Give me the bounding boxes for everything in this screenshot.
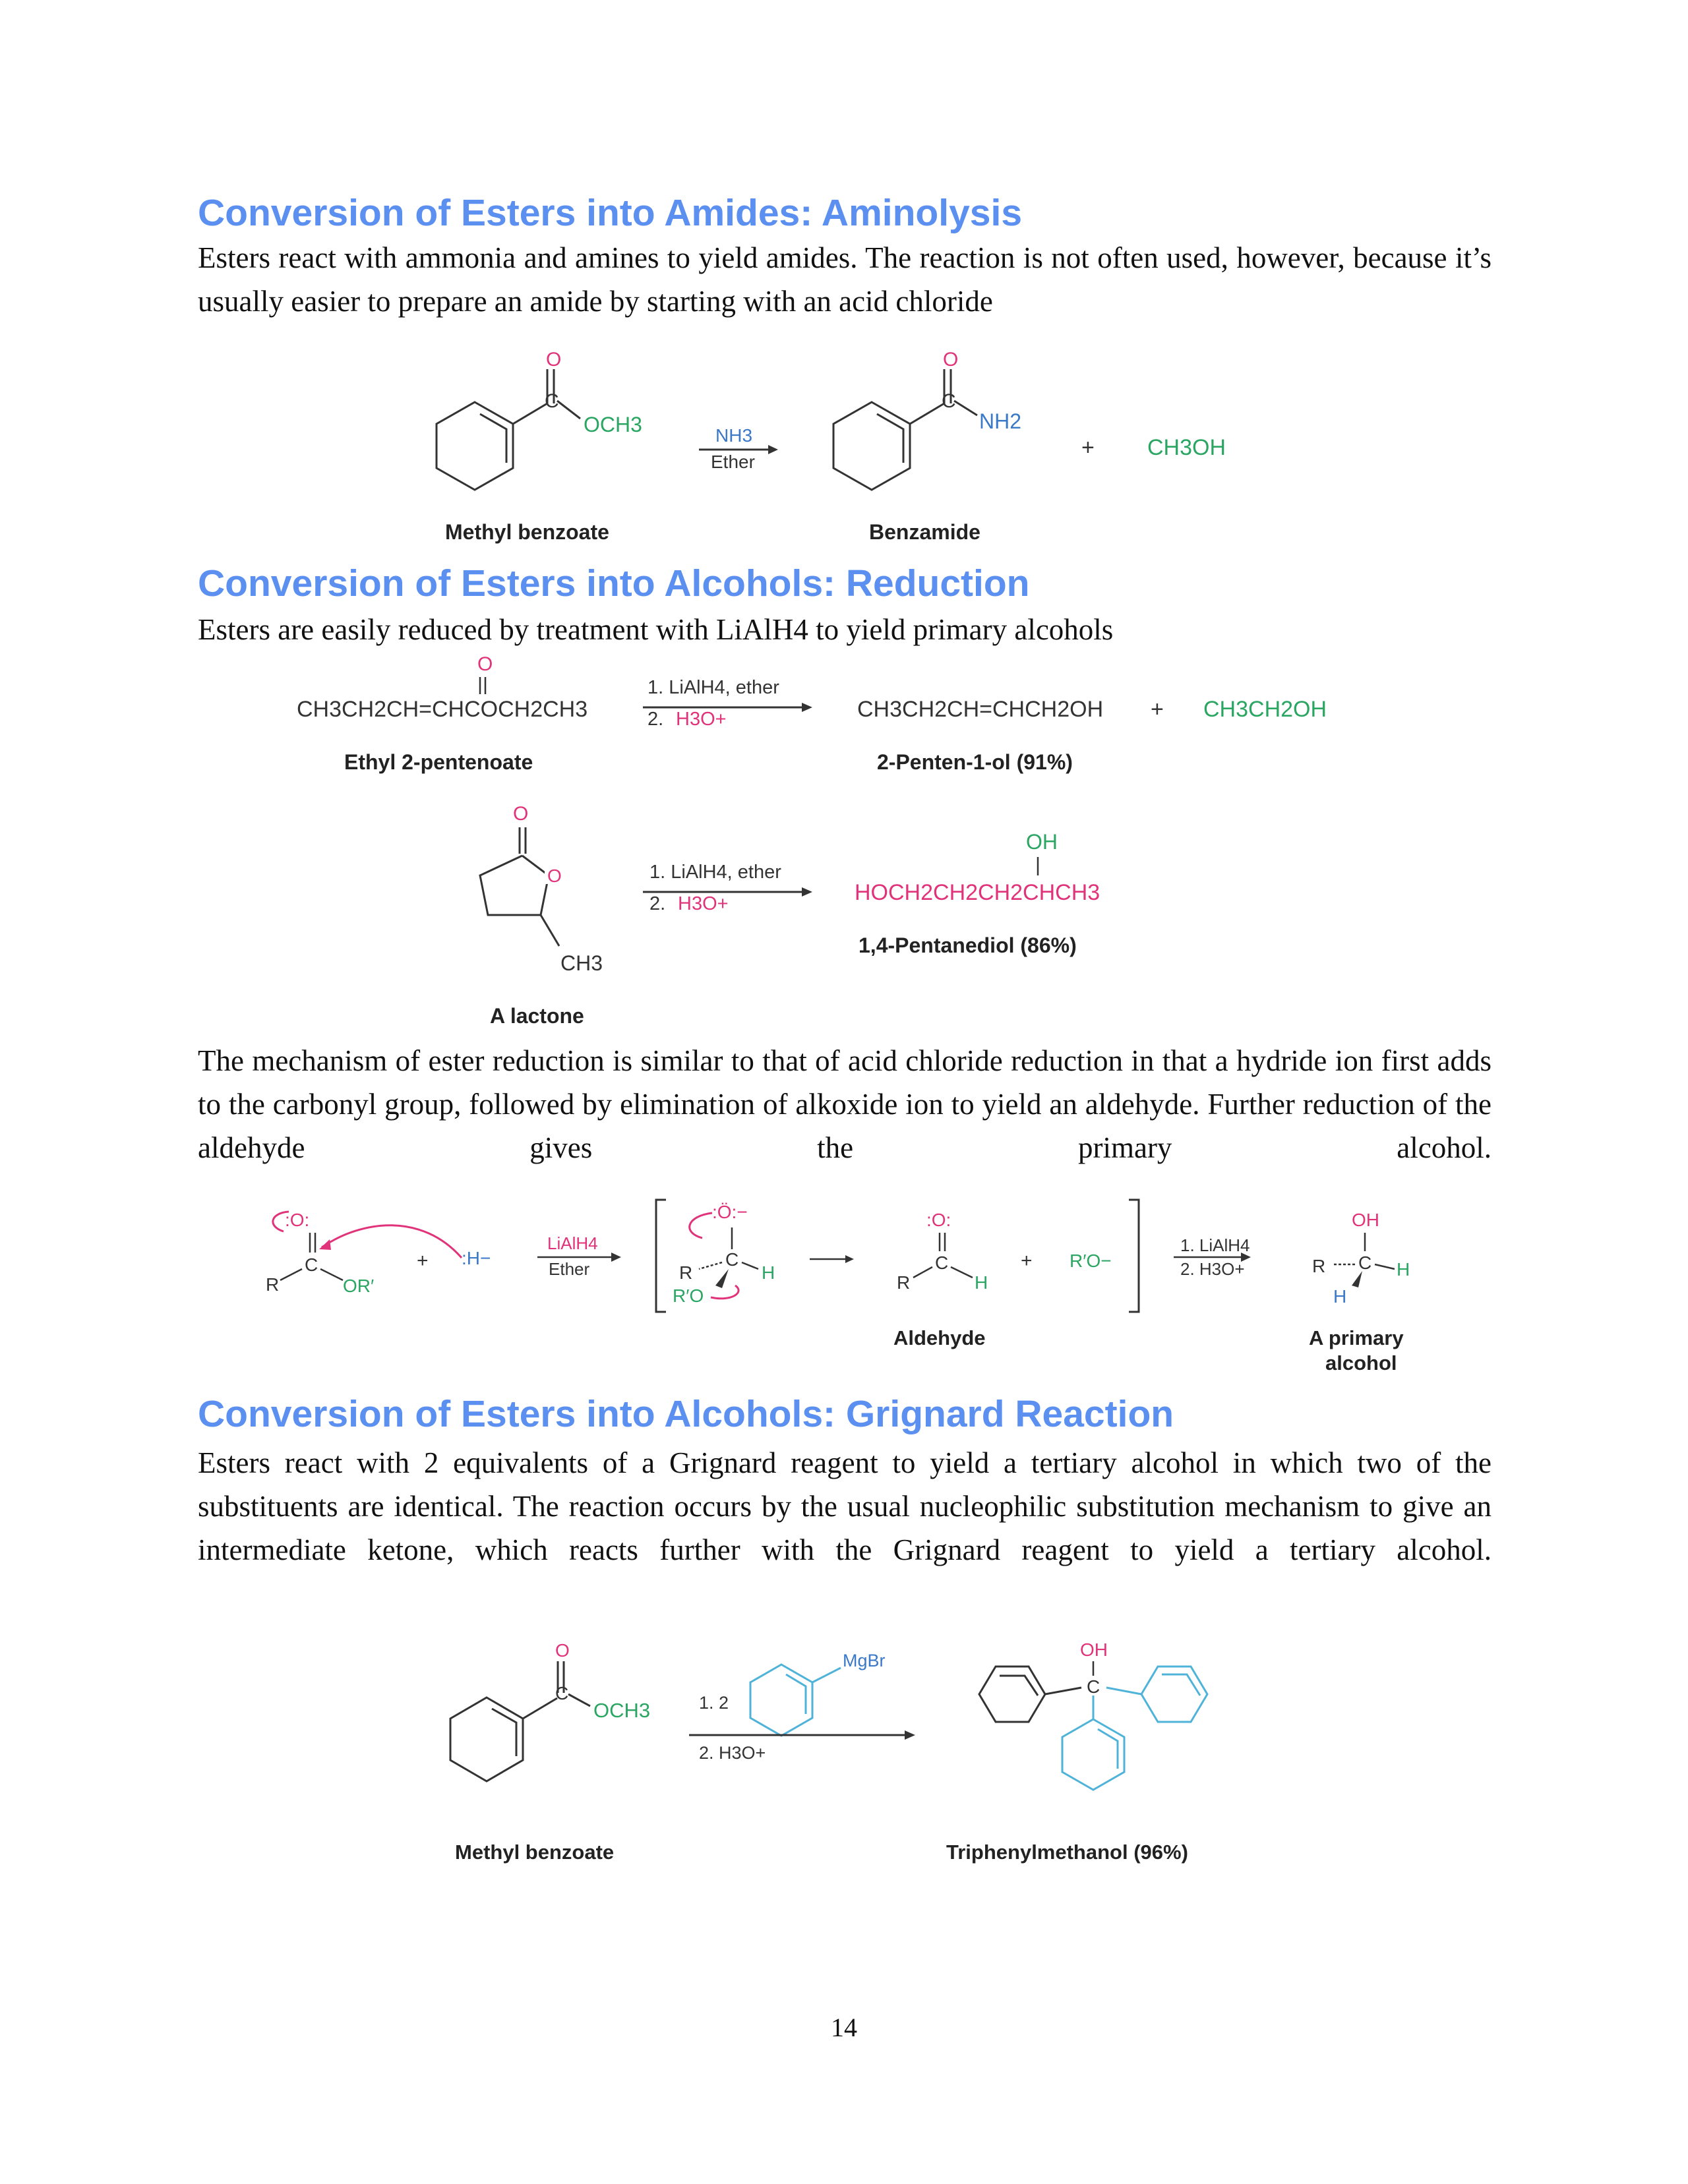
mech-int-or: R′O [673,1285,704,1306]
grig-ester-c: C [555,1683,569,1703]
mech-ald-c: C [935,1253,949,1273]
grig-mgbr: MgBr [843,1651,886,1670]
heading-reduction: Conversion of Esters into Alcohols: Reduction [198,562,1030,605]
bracket-left [656,1200,666,1312]
grig-step1-num: 1. 2 [699,1693,729,1713]
mech-alc-r: R [1312,1256,1326,1276]
benzene-ring-1 [437,369,580,490]
mech-alc-c: C [1358,1253,1372,1273]
step2-acid: H3O+ [676,709,727,730]
product-ring-right [1106,1667,1207,1722]
mech-alc-oh: OH [1352,1210,1379,1230]
methyl-group: CH3 [560,951,603,975]
mech-step2: 2. H3O+ [1180,1259,1245,1279]
paragraph-aminolysis: Esters react with ammonia and amines to yield amides. The reaction is not often used, however, because it’s usually easier to prepare an amide by starting with an acid chloride [198,241,1492,318]
grig-product-c: C [1087,1676,1100,1697]
amide-c: C [942,390,956,412]
reduction-scheme-1 [0,649,1688,781]
bracket-right [1129,1200,1139,1312]
pentanediol-formula: HOCH2CH2CH2CHCH3 [855,880,1100,905]
heading-aminolysis: Conversion of Esters into Amides: Aminolysis [198,192,1023,234]
caption-triphenylmethanol: Triphenylmethanol (96%) [946,1841,1188,1864]
mech-reagent-lialh4: LiAlH4 [547,1233,598,1253]
diol-oh: OH [1026,830,1058,854]
mech-ald-o: :O: [926,1210,951,1230]
caption-aldehyde: Aldehyde [893,1326,986,1349]
reduction-scheme-2 [0,798,1688,1035]
mech-int-o: :Ö:− [712,1202,748,1222]
paragraph-mechanism: The mechanism of ester reduction is similar to that of acid chloride reduction in that a hydride ion first adds to the carbonyl group, followed by elimination of alkoxide ion to yield an aldehyde. Further reduction of the aldehyde gives the primary alcohol. [198,1044,1492,1164]
methanol: CH3OH [1147,435,1226,460]
page-number: 14 [831,2013,857,2042]
mech-int-h: H [762,1262,775,1283]
caption-benzamide: Benzamide [869,520,980,544]
curved-arrow-hydride [322,1225,462,1258]
grig-product-oh: OH [1080,1639,1108,1660]
grignard-scheme [0,1635,1688,1872]
caption-lactone: A lactone [490,1004,584,1028]
caption-primary-alcohol-2: alcohol [1325,1351,1397,1374]
ester-o: O [477,653,493,675]
grig-step2: 2. H3O+ [699,1743,766,1763]
step1-reagent: 1. LiAlH4, ether [649,862,781,883]
aminolysis-scheme [0,343,1688,544]
step2-acid: H3O+ [678,893,729,914]
curved-arrow-2 [690,1213,712,1238]
mech-ald-h: H [975,1272,988,1293]
caption-grig-methyl-benzoate: Methyl benzoate [455,1841,615,1864]
methoxy-group: OCH3 [584,413,642,436]
lactone-ring [480,827,559,946]
caption-methyl-benzoate: Methyl benzoate [445,520,609,544]
caption-primary-alcohol-1: A primary [1309,1326,1404,1349]
carbonyl-o: O [546,349,562,370]
paragraph-reduction: Esters are easily reduced by treatment with LiAlH4 to yield primary alcohols [198,613,1114,646]
benzene-ring-3 [450,1661,590,1781]
mech-ester-c: C [305,1254,318,1275]
mech-alc-h2: H [1333,1286,1347,1307]
mech-step1: 1. LiAlH4 [1180,1235,1250,1255]
caption-pentenol: 2-Penten-1-ol (91%) [877,750,1073,774]
mech-plus-1: + [417,1250,429,1272]
phenyl-grignard-ring [750,1665,841,1736]
heading-grignard: Conversion of Esters into Alcohols: Grignard Reaction [198,1393,1174,1435]
lactone-carbonyl-o: O [513,803,529,825]
mechanism-scheme [0,1187,1688,1384]
mech-alkoxide: R′O− [1070,1251,1112,1271]
reagent-ether: Ether [711,452,755,472]
grig-methoxy: OCH3 [593,1699,651,1722]
curved-arrow-3 [711,1285,738,1299]
mech-ald-r: R [897,1272,911,1293]
plus-sign: + [1081,435,1095,460]
step2-number: 2. [648,709,664,730]
mech-int-r: R [679,1262,693,1283]
mech-ester-or: OR′ [343,1276,375,1296]
product-ring-bottom [1062,1696,1124,1790]
step1-reagent: 1. LiAlH4, ether [648,677,779,698]
amide-o: O [943,349,959,370]
plus-sign: + [1151,697,1164,722]
mech-hydride: :H− [462,1248,491,1268]
grig-ester-o: O [555,1640,570,1661]
product-ring-left [979,1667,1081,1722]
caption-ethyl-pentenoate: Ethyl 2-pentenoate [344,750,533,774]
ring-oxygen: O [547,866,562,886]
ethyl-pentenoate-formula: CH3CH2CH=CHCOCH2CH3 [297,697,588,722]
mech-ester-r: R [266,1274,280,1295]
mech-alc-h1: H [1397,1259,1410,1280]
ethanol: CH3CH2OH [1203,697,1327,722]
pentenol-formula: CH3CH2CH=CHCH2OH [857,697,1104,722]
step2-number: 2. [649,893,666,914]
carbonyl-c: C [545,390,559,412]
mech-plus-2: + [1021,1250,1033,1272]
benzene-ring-2 [833,369,977,490]
mech-int-c: C [725,1249,739,1270]
reagent-nh3: NH3 [715,425,753,446]
mech-ester-o: :O: [285,1210,310,1230]
caption-pentanediol: 1,4-Pentanediol (86%) [859,933,1077,957]
paragraph-grignard: Esters react with 2 equivalents of a Grignard reagent to yield a tertiary alcohol in which two of the substituents are identical. The reaction occurs by the usual nucleophilic substitution mechanism to give an intermediate ketone, which reacts further with the Grignard reagent to yield a tertiary alcohol. [198,1446,1492,1566]
amino-group: NH2 [979,409,1022,433]
mech-reagent-ether: Ether [549,1259,590,1279]
